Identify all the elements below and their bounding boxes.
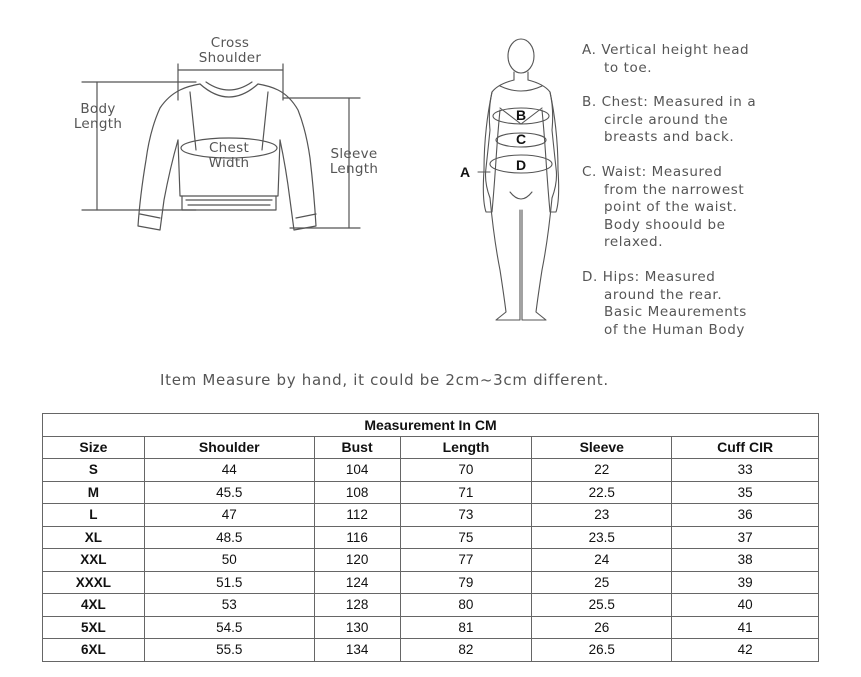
table-cell: 80 bbox=[400, 594, 532, 617]
size-cell: 6XL bbox=[43, 639, 145, 662]
size-cell: 5XL bbox=[43, 616, 145, 639]
table-cell: 40 bbox=[672, 594, 819, 617]
table-cell: 124 bbox=[314, 571, 400, 594]
table-cell: 26 bbox=[532, 616, 672, 639]
definition-line: relaxed. bbox=[604, 234, 664, 250]
marker-b: B bbox=[516, 107, 527, 123]
body-figure-diagram bbox=[470, 34, 570, 328]
table-header-row bbox=[43, 436, 819, 459]
definition-line: of the Human Body bbox=[604, 321, 746, 338]
table-cell: 134 bbox=[314, 639, 400, 662]
column-header-shoulder: Shoulder bbox=[144, 436, 314, 459]
table-cell: 37 bbox=[672, 526, 819, 549]
table-cell: 48.5 bbox=[144, 526, 314, 549]
definition-line: point of the waist. bbox=[604, 199, 738, 215]
table-cell: 79 bbox=[400, 571, 532, 594]
definition-d bbox=[582, 269, 747, 339]
size-cell: XL bbox=[43, 526, 145, 549]
definition-line: from the narrowest bbox=[604, 181, 745, 198]
size-table bbox=[42, 413, 819, 662]
table-cell: 75 bbox=[400, 526, 532, 549]
size-cell: 4XL bbox=[43, 594, 145, 617]
column-header-bust: Bust bbox=[314, 436, 400, 459]
table-cell: 39 bbox=[672, 571, 819, 594]
definition-line: D. Hips: Measured bbox=[582, 269, 716, 285]
definition-line: C. Waist: Measured bbox=[582, 164, 723, 180]
chest-width-label: Chest Width bbox=[208, 140, 250, 171]
marker-d: D bbox=[516, 157, 527, 173]
table-cell: 51.5 bbox=[144, 571, 314, 594]
table-row bbox=[43, 481, 819, 504]
size-cell: XXL bbox=[43, 549, 145, 572]
table-cell: 25.5 bbox=[532, 594, 672, 617]
column-header-sleeve: Sleeve bbox=[532, 436, 672, 459]
definition-a bbox=[582, 42, 749, 77]
table-cell: 128 bbox=[314, 594, 400, 617]
table-cell: 25 bbox=[532, 571, 672, 594]
definition-line: around the rear. bbox=[604, 286, 723, 303]
table-cell: 54.5 bbox=[144, 616, 314, 639]
definition-line: Basic Meaurements bbox=[604, 304, 747, 320]
table-cell: 116 bbox=[314, 526, 400, 549]
table-cell: 45.5 bbox=[144, 481, 314, 504]
definition-c bbox=[582, 164, 744, 252]
table-cell: 104 bbox=[314, 459, 400, 482]
table-cell: 38 bbox=[672, 549, 819, 572]
table-cell: 24 bbox=[532, 549, 672, 572]
column-header-length: Length bbox=[400, 436, 532, 459]
table-row bbox=[43, 459, 819, 482]
table-row bbox=[43, 639, 819, 662]
sleeve-length-label: Sleeve Length bbox=[329, 146, 379, 177]
table-cell: 112 bbox=[314, 504, 400, 527]
definition-line: A. Vertical height head bbox=[582, 42, 750, 58]
table-cell: 108 bbox=[314, 481, 400, 504]
column-header-cuff-cir: Cuff CIR bbox=[672, 436, 819, 459]
definition-b bbox=[582, 94, 756, 147]
table-row bbox=[43, 526, 819, 549]
table-cell: 55.5 bbox=[144, 639, 314, 662]
cross-shoulder-label: Cross Shoulder bbox=[198, 35, 262, 66]
body-length-label: Body Length bbox=[73, 101, 123, 132]
table-cell: 26.5 bbox=[532, 639, 672, 662]
size-cell: S bbox=[43, 459, 145, 482]
size-cell: M bbox=[43, 481, 145, 504]
marker-a: A bbox=[460, 164, 471, 180]
table-cell: 71 bbox=[400, 481, 532, 504]
table-cell: 36 bbox=[672, 504, 819, 527]
table-cell: 81 bbox=[400, 616, 532, 639]
table-cell: 42 bbox=[672, 639, 819, 662]
table-row bbox=[43, 571, 819, 594]
table-cell: 50 bbox=[144, 549, 314, 572]
definition-line: Body shoould be bbox=[604, 216, 726, 233]
table-cell: 35 bbox=[672, 481, 819, 504]
table-cell: 70 bbox=[400, 459, 532, 482]
table-cell: 130 bbox=[314, 616, 400, 639]
table-cell: 22 bbox=[532, 459, 672, 482]
marker-c: C bbox=[516, 131, 527, 147]
definition-line: to toe. bbox=[604, 59, 653, 76]
table-cell: 23 bbox=[532, 504, 672, 527]
table-cell: 22.5 bbox=[532, 481, 672, 504]
table-row bbox=[43, 504, 819, 527]
table-cell: 44 bbox=[144, 459, 314, 482]
table-cell: 53 bbox=[144, 594, 314, 617]
table-cell: 33 bbox=[672, 459, 819, 482]
table-title: Measurement In CM bbox=[43, 414, 819, 437]
table-row bbox=[43, 594, 819, 617]
table-cell: 82 bbox=[400, 639, 532, 662]
table-cell: 120 bbox=[314, 549, 400, 572]
measurement-note: Item Measure by hand, it could be 2cm~3cm different. bbox=[160, 371, 609, 389]
definition-line: circle around the bbox=[604, 111, 729, 128]
table-cell: 23.5 bbox=[532, 526, 672, 549]
table-title-row bbox=[43, 414, 819, 437]
table-row bbox=[43, 616, 819, 639]
table-cell: 73 bbox=[400, 504, 532, 527]
size-cell: XXXL bbox=[43, 571, 145, 594]
table-row bbox=[43, 549, 819, 572]
column-header-size: Size bbox=[43, 436, 145, 459]
definition-line: B. Chest: Measured in a bbox=[582, 94, 757, 110]
definition-line: breasts and back. bbox=[604, 129, 735, 145]
table-cell: 47 bbox=[144, 504, 314, 527]
table-cell: 41 bbox=[672, 616, 819, 639]
table-cell: 77 bbox=[400, 549, 532, 572]
size-cell: L bbox=[43, 504, 145, 527]
